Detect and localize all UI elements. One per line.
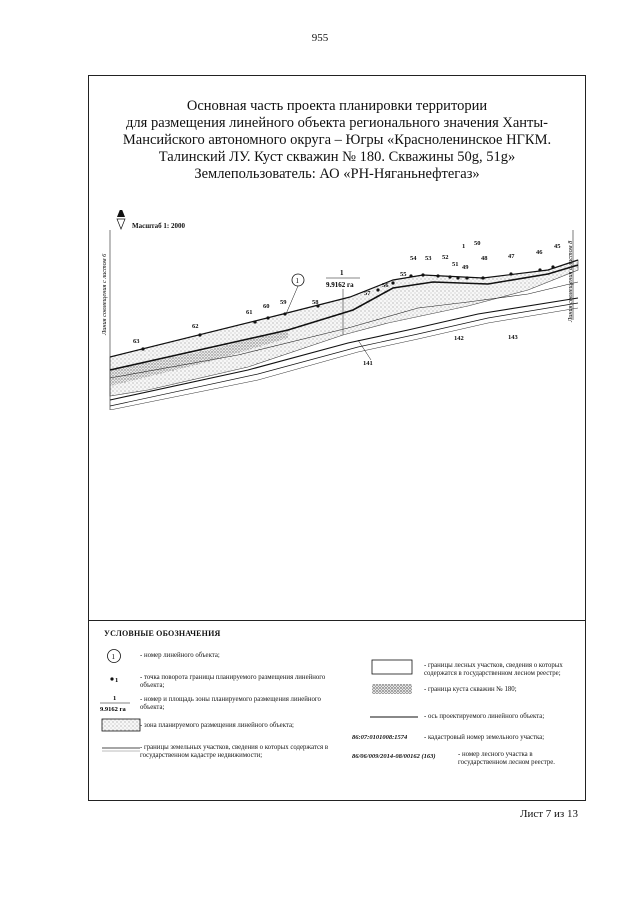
label-48: 48 bbox=[481, 255, 488, 262]
parcel-142: 142 bbox=[454, 335, 464, 342]
label-47: 47 bbox=[508, 253, 515, 260]
parcel-141: 141 bbox=[363, 360, 373, 367]
right-side-label: Линия совмещения с листом 8 bbox=[567, 240, 574, 322]
sheet-number: Лист 7 из 13 bbox=[520, 808, 579, 820]
label-61: 61 bbox=[246, 309, 253, 316]
label-53: 53 bbox=[425, 255, 432, 262]
legend-forest-swatch bbox=[372, 660, 412, 674]
legend-zone-number-area: - номер и площадь зоны планируемого размещения линейного объекта; bbox=[140, 696, 321, 711]
legend-turning-point-symbol bbox=[110, 677, 118, 684]
point-60 bbox=[266, 316, 269, 319]
label-46: 46 bbox=[536, 249, 543, 256]
legend-axis: - ось проектируемого линейного объекта; bbox=[424, 713, 545, 720]
svg-text:1: 1 bbox=[111, 653, 115, 661]
svg-text:1: 1 bbox=[113, 695, 117, 702]
title-line: Землепользователь: АО «РН-Няганьнефтегаз» bbox=[194, 166, 480, 182]
legend-divider bbox=[88, 620, 586, 621]
legend-object-symbol bbox=[108, 650, 121, 663]
map-drawing[interactable] bbox=[88, 210, 586, 410]
legend-zone-number-symbol bbox=[100, 695, 130, 713]
point-54 bbox=[421, 273, 424, 276]
legend-cluster-swatch bbox=[372, 684, 412, 694]
label-49: 49 bbox=[462, 264, 469, 271]
legend-object-number: - номер линейного объекта; bbox=[140, 652, 220, 659]
svg-text:1: 1 bbox=[295, 277, 299, 285]
svg-text:1: 1 bbox=[340, 269, 344, 277]
title-line: Талинский ЛУ. Куст скважин № 180. Скважины 50g, 51g» bbox=[158, 149, 516, 165]
point-46 bbox=[538, 268, 541, 271]
legend-title: УСЛОВНЫЕ ОБОЗНАЧЕНИЯ bbox=[104, 629, 221, 638]
title-line: для размещения линейного объекта регионального значения Ханты- bbox=[126, 115, 548, 131]
legend-turning-point: - точка поворота границы планируемого размещения линейного объекта; bbox=[140, 674, 326, 689]
legend-land-boundaries: - границы земельных участков, сведения о которых содержатся в государственном кадастре недвижимости; bbox=[140, 744, 329, 759]
legend-forest-boundaries: - границы лесных участков, сведения о которых содержатся в государственном лесном реестре; bbox=[424, 662, 563, 677]
label-55: 55 bbox=[400, 271, 407, 278]
point-62 bbox=[198, 333, 201, 336]
label-56: 56 bbox=[382, 282, 389, 289]
point-53 bbox=[436, 274, 439, 277]
point-47 bbox=[509, 272, 512, 275]
legend-cluster-boundary: - граница куста скважин № 180; bbox=[424, 686, 517, 693]
point-49 bbox=[465, 276, 468, 279]
label-63: 63 bbox=[133, 338, 140, 345]
label-62: 62 bbox=[192, 323, 199, 330]
label-59: 59 bbox=[280, 299, 287, 306]
parcel-141-leader bbox=[358, 340, 371, 360]
label-57: 57 bbox=[364, 290, 371, 297]
page-title bbox=[92, 98, 582, 183]
point-51 bbox=[456, 276, 459, 279]
point-56 bbox=[391, 281, 394, 284]
map-scale: Масштаб 1: 2000 bbox=[132, 222, 185, 230]
point-61 bbox=[253, 320, 256, 323]
point-55 bbox=[409, 274, 412, 277]
parcel-143: 143 bbox=[508, 334, 518, 341]
point-63 bbox=[141, 347, 144, 350]
left-side-label: Линия совмещения с листом 6 bbox=[101, 253, 108, 335]
svg-text:1: 1 bbox=[115, 677, 119, 684]
label-50: 50 bbox=[474, 240, 481, 247]
label-60: 60 bbox=[263, 303, 270, 310]
legend-symbols-right bbox=[370, 657, 430, 727]
legend-cadastral-text: - кадастровый номер земельного участка; bbox=[424, 734, 545, 741]
title-line: Мансийского автономного округа – Югры «Красноленинское НГКМ. bbox=[122, 132, 552, 148]
page-number: 955 bbox=[311, 32, 329, 44]
svg-text:9.9162 га: 9.9162 га bbox=[326, 281, 354, 289]
north-arrow-icon bbox=[117, 210, 125, 229]
point-57 bbox=[376, 288, 379, 291]
label-58: 58 bbox=[312, 299, 319, 306]
label-52: 52 bbox=[442, 254, 449, 261]
label-45: 45 bbox=[554, 243, 561, 250]
point-52 bbox=[448, 275, 451, 278]
label-54: 54 bbox=[410, 255, 417, 262]
legend-forest-text: - номер лесного участка в государственном лесном реестре. bbox=[458, 751, 555, 766]
object-number-marker bbox=[286, 274, 304, 314]
title-line: Основная часть проекта планировки территории bbox=[186, 98, 488, 114]
point-48 bbox=[481, 276, 484, 279]
legend-zone-swatch bbox=[102, 719, 140, 731]
legend-cadastral-code: 86:07:0101008:1574 bbox=[352, 734, 408, 741]
legend-zone: - зона планируемого размещения линейного объекта; bbox=[140, 722, 294, 729]
svg-text:9.9162 га: 9.9162 га bbox=[100, 706, 126, 713]
label-51: 51 bbox=[452, 261, 459, 268]
point-45 bbox=[551, 265, 554, 268]
legend-forest-code: 86/06/009/2014-08/00162 (163) bbox=[352, 753, 436, 760]
label-1: 1 bbox=[462, 243, 466, 250]
